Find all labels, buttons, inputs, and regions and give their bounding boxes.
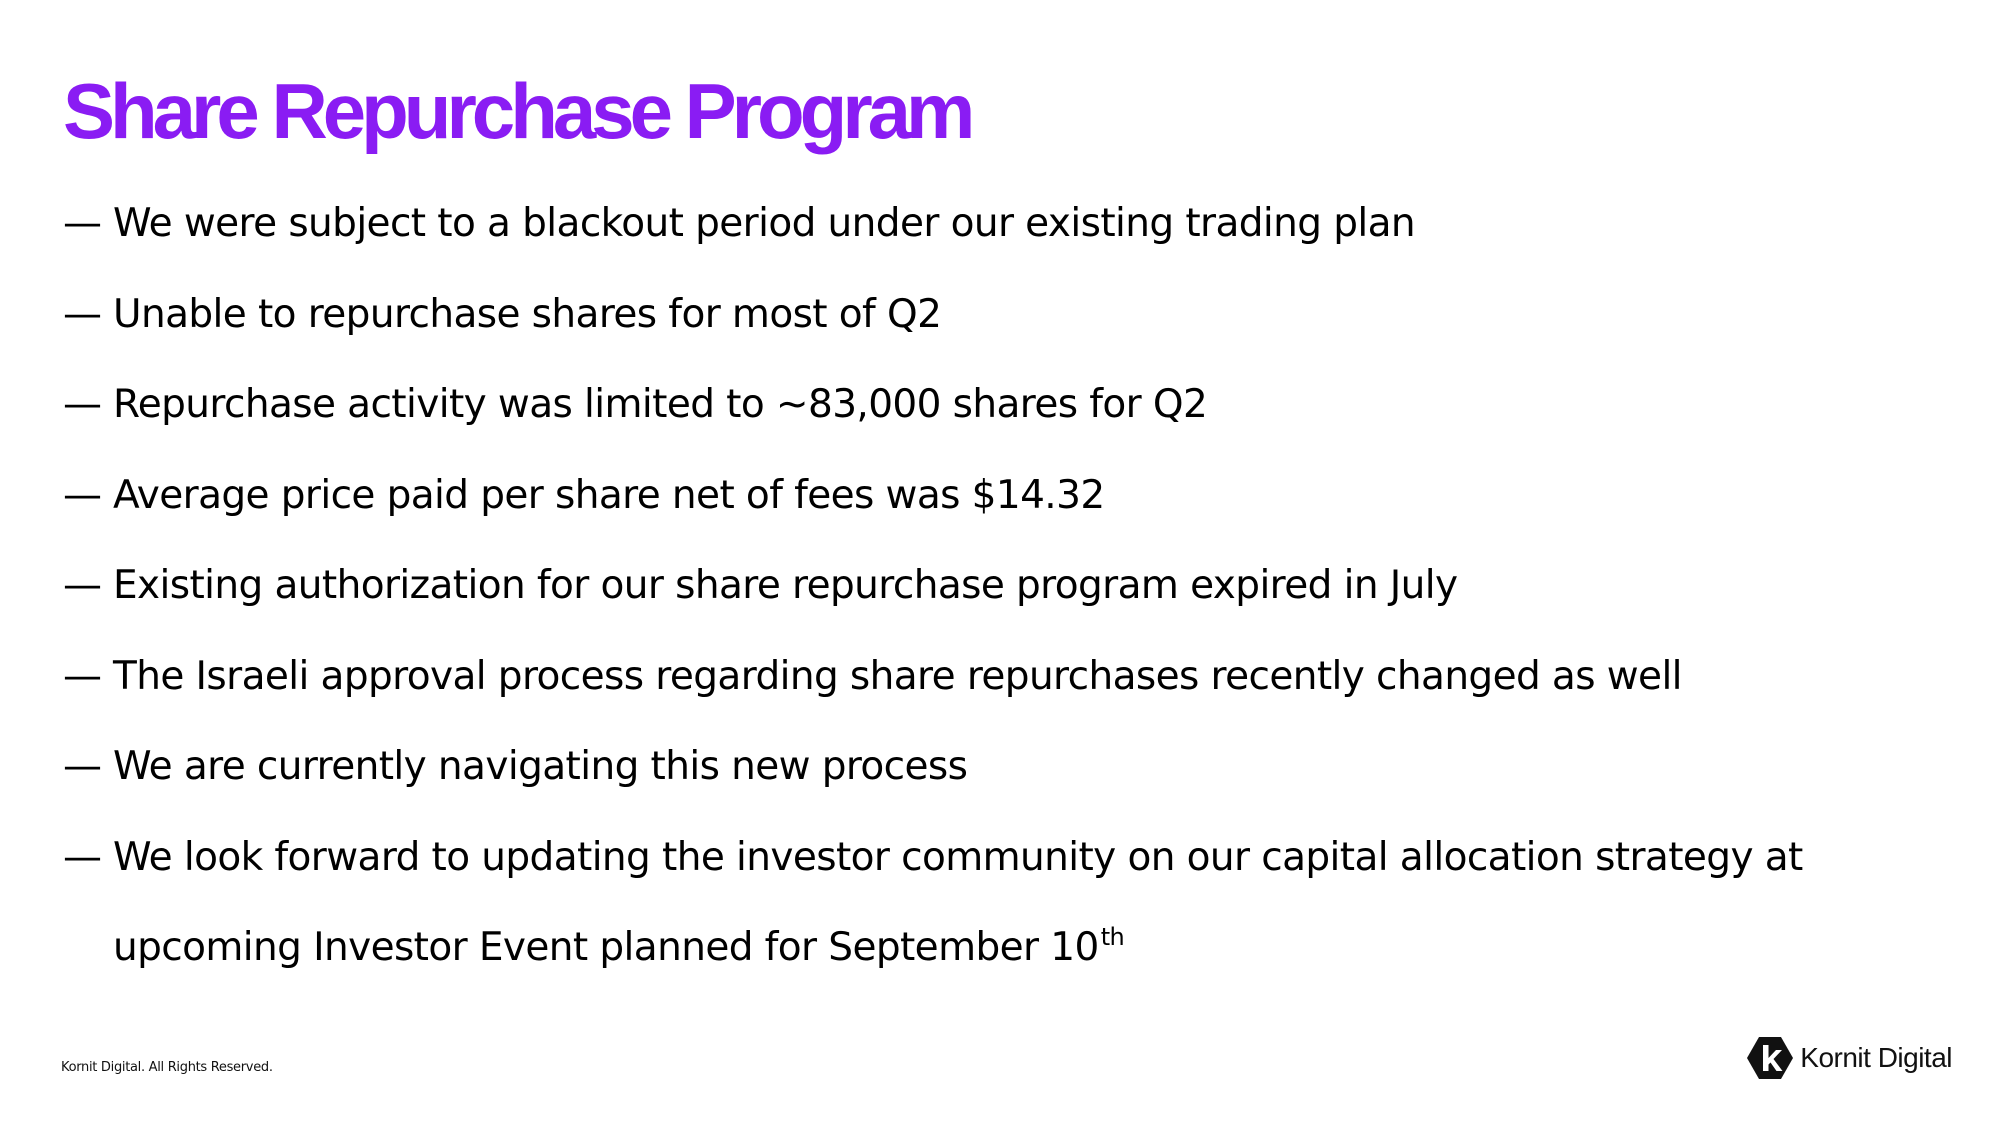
bullet-dash: —	[63, 291, 102, 337]
bullet-dash: —	[63, 653, 102, 699]
slide-title: Share Repurchase Program	[63, 67, 971, 155]
bullet-dash: —	[63, 563, 102, 608]
copyright-notice: Kornit Digital. All Rights Reserved.	[61, 1060, 273, 1075]
bullet-text: We were subject to a blackout period under our existing trading plan	[113, 201, 1416, 246]
bullet-text: Unable to repurchase shares for most of Q2	[113, 291, 942, 337]
bullet-item-investor-event	[63, 813, 1943, 998]
bullet-text: We are currently navigating this new process	[113, 744, 968, 789]
bullet-item	[63, 179, 1943, 270]
bullet-item	[63, 451, 1943, 542]
event-date-text: upcoming Investor Event planned for September 10	[113, 925, 1099, 970]
bullet-list	[63, 179, 1943, 998]
bullet-text: Average price paid per share net of fees was $14.32	[113, 472, 1105, 518]
brand-logo	[1746, 1035, 1952, 1081]
bullet-dash: —	[63, 472, 102, 518]
bullet-item	[63, 360, 1943, 451]
bullet-dash: —	[63, 382, 102, 427]
ordinal-suffix: th	[1100, 923, 1125, 951]
bullet-dash: —	[63, 834, 102, 880]
bullet-text-line-2	[113, 903, 1943, 998]
bullet-dash: —	[63, 744, 102, 789]
bullet-item	[63, 541, 1943, 632]
bullet-text: Existing authorization for our share repurchase program expired in July	[113, 563, 1458, 608]
bullet-text: The Israeli approval process regarding share repurchases recently changed as well	[113, 653, 1682, 699]
bullet-dash: —	[63, 201, 102, 246]
bullet-item	[63, 632, 1943, 723]
kornit-k-icon	[1746, 1035, 1794, 1081]
bullet-text-line-1: We look forward to updating the investor community on our capital allocation strategy at	[113, 834, 1803, 880]
brand-name: Kornit Digital	[1800, 1042, 1952, 1073]
bullet-text: Repurchase activity was limited to ~83,000 shares for Q2	[113, 382, 1208, 427]
bullet-item	[63, 722, 1943, 813]
bullet-item	[63, 270, 1943, 361]
